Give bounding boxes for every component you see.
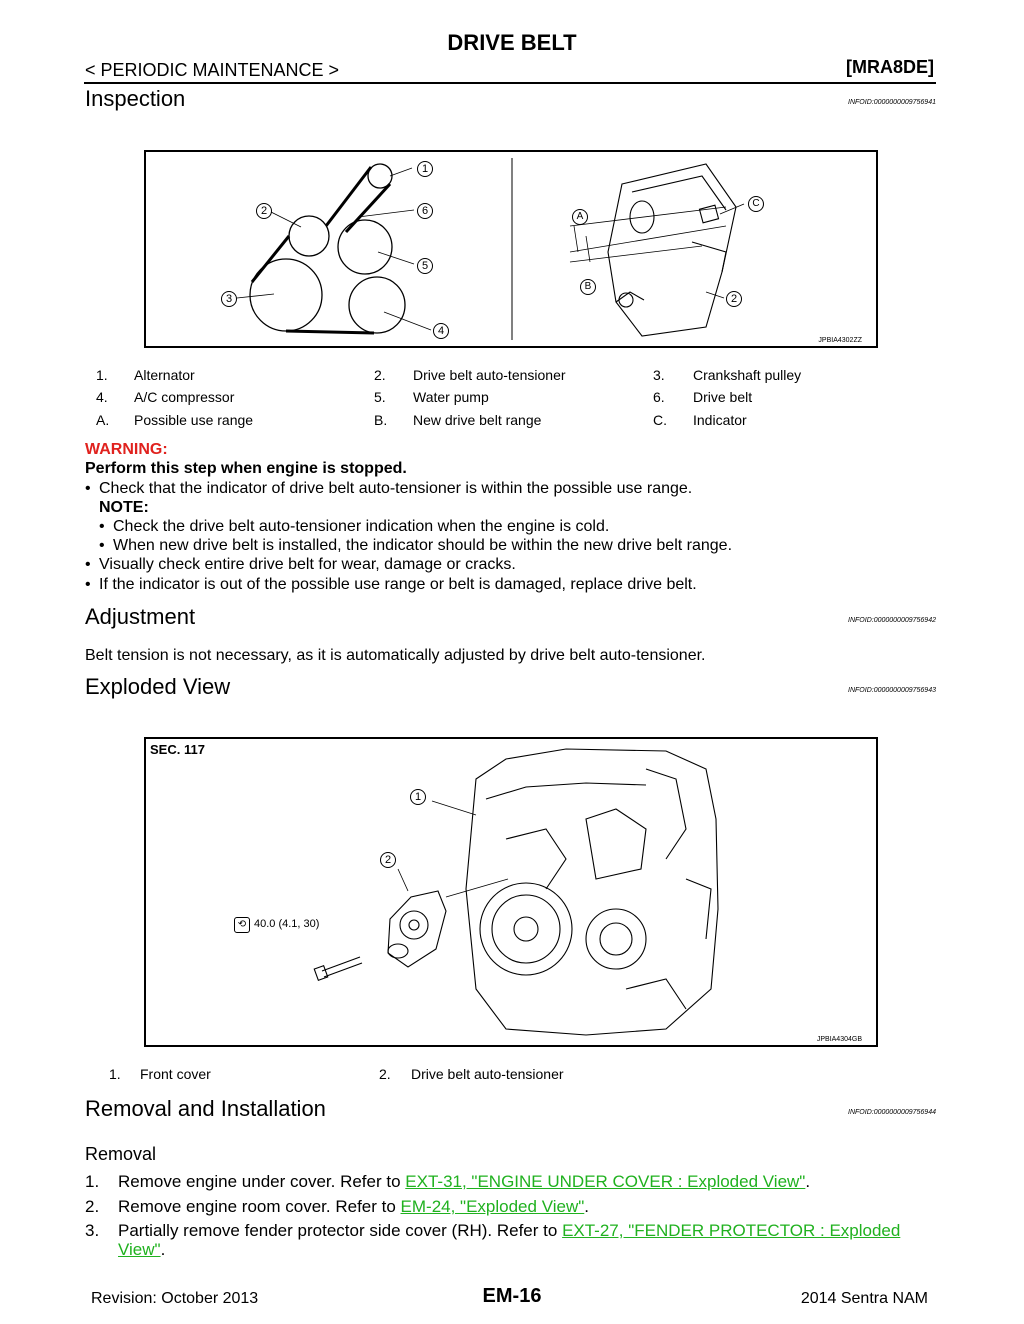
exploded-figure — [144, 737, 878, 1047]
callout-b: B — [580, 279, 596, 295]
callout-a: A — [572, 209, 588, 225]
callout-2: 2 — [256, 203, 272, 219]
callout-2-right: 2 — [726, 291, 742, 307]
legend-num: 3. — [653, 367, 665, 383]
callout-3: 3 — [221, 291, 237, 307]
legend-text: Drive belt auto-tensioner — [411, 1066, 564, 1082]
legend-text: Front cover — [140, 1066, 211, 1082]
step-punct: . — [160, 1240, 166, 1259]
revision: Revision: October 2013 — [91, 1290, 259, 1307]
callout-5: 5 — [417, 258, 433, 274]
belt-diagram — [146, 152, 876, 346]
step-num: 2. — [85, 1197, 100, 1216]
step-text: Partially remove fender protector side cover (RH). Refer to — [118, 1221, 563, 1240]
legend-num: 1. — [109, 1066, 121, 1082]
inspection-heading: Inspection — [85, 86, 186, 111]
legend-text: Possible use range — [134, 412, 254, 428]
vehicle-model: 2014 Sentra NAM — [800, 1290, 928, 1307]
step-text: Remove engine under cover. Refer to — [118, 1172, 406, 1191]
legend-num: 2. — [374, 367, 386, 383]
callout-6: 6 — [417, 203, 433, 219]
step-num: 1. — [85, 1172, 100, 1191]
legend-text: New drive belt range — [413, 412, 542, 428]
step-punct: . — [805, 1172, 811, 1191]
bullet: • — [99, 537, 105, 554]
inspection-infoid: INFOID:0000000009756941 — [848, 99, 936, 106]
inspection-step: If the indicator is out of the possible use range or belt is damaged, replace drive belt. — [99, 576, 697, 593]
callout-1: 1 — [410, 789, 426, 805]
removal-step-cont — [118, 1240, 165, 1260]
callout-1: 1 — [417, 161, 433, 177]
ref-link-ext27-cont[interactable]: View" — [118, 1240, 161, 1259]
page-number: EM-16 — [482, 1285, 542, 1307]
legend-num: 6. — [653, 389, 665, 405]
legend-num: C. — [653, 412, 667, 428]
callout-c: C — [748, 196, 764, 212]
bullet: • — [85, 576, 91, 593]
legend-text: Crankshaft pulley — [693, 367, 802, 383]
legend-text: Drive belt — [693, 389, 753, 405]
removal-step — [118, 1172, 810, 1192]
adjustment-text: Belt tension is not necessary, as it is automatically adjusted by drive belt auto-tensioner. — [85, 647, 706, 664]
inspection-step: Visually check entire drive belt for wear, damage or cracks. — [99, 556, 516, 573]
ref-link-ext27[interactable]: EXT-27, "FENDER PROTECTOR : Exploded — [562, 1221, 901, 1240]
legend-num: 5. — [374, 389, 386, 405]
adjustment-heading: Adjustment — [85, 604, 196, 629]
adjustment-infoid: INFOID:0000000009756942 — [848, 617, 936, 624]
legend-num: 4. — [96, 389, 108, 405]
legend-text: Drive belt auto-tensioner — [413, 367, 566, 383]
legend-num: 2. — [379, 1066, 391, 1082]
legend-text: Alternator — [134, 367, 195, 383]
section-number: SEC. 117 — [150, 742, 205, 757]
legend-text: A/C compressor — [134, 389, 235, 405]
bullet: • — [85, 480, 91, 497]
page-title: DRIVE BELT — [447, 30, 577, 55]
ref-link-ext31[interactable]: EXT-31, "ENGINE UNDER COVER : Exploded View" — [405, 1172, 806, 1191]
note-item: When new drive belt is installed, the indicator should be within the new drive belt range. — [113, 537, 733, 554]
exploded-infoid: INFOID:0000000009756943 — [848, 687, 936, 694]
torque-value: 40.0 (4.1, 30) — [254, 918, 320, 930]
step-num: 3. — [85, 1221, 100, 1240]
bullet: • — [99, 518, 105, 535]
exploded-heading: Exploded View — [85, 674, 231, 699]
section-breadcrumb: < PERIODIC MAINTENANCE > — [85, 60, 340, 80]
warning-text: Perform this step when engine is stopped. — [85, 460, 407, 477]
note-item: Check the drive belt auto-tensioner indication when the engine is cold. — [113, 518, 610, 535]
figure-code: JPBIA4304GB — [816, 1036, 862, 1043]
model-code: [MRA8DE] — [846, 57, 934, 77]
step-punct: . — [584, 1197, 590, 1216]
legend-text: Indicator — [693, 412, 747, 428]
legend-text: Water pump — [413, 389, 489, 405]
removal-heading: Removal and Installation — [85, 1096, 326, 1121]
removal-step — [118, 1221, 900, 1241]
removal-infoid: INFOID:0000000009756944 — [848, 1109, 936, 1116]
legend-num: A. — [96, 412, 110, 428]
callout-2: 2 — [380, 852, 396, 868]
legend-num: B. — [374, 412, 388, 428]
removal-subheading: Removal — [85, 1144, 157, 1164]
torque-icon: ⟲ — [234, 917, 250, 933]
callout-4: 4 — [433, 323, 449, 339]
engine-drawing — [146, 739, 876, 1045]
ref-link-em24[interactable]: EM-24, "Exploded View" — [400, 1197, 585, 1216]
inspection-step: Check that the indicator of drive belt auto-tensioner is within the possible use range. — [99, 480, 693, 497]
warning-label: WARNING: — [85, 441, 168, 458]
removal-step — [118, 1197, 589, 1217]
figure-code: JPBIA4302ZZ — [818, 337, 862, 344]
step-text: Remove engine room cover. Refer to — [118, 1197, 401, 1216]
note-label: NOTE: — [99, 499, 149, 516]
header-rule — [84, 82, 936, 84]
bullet: • — [85, 556, 91, 573]
legend-num: 1. — [96, 367, 108, 383]
inspection-figure — [144, 150, 878, 348]
